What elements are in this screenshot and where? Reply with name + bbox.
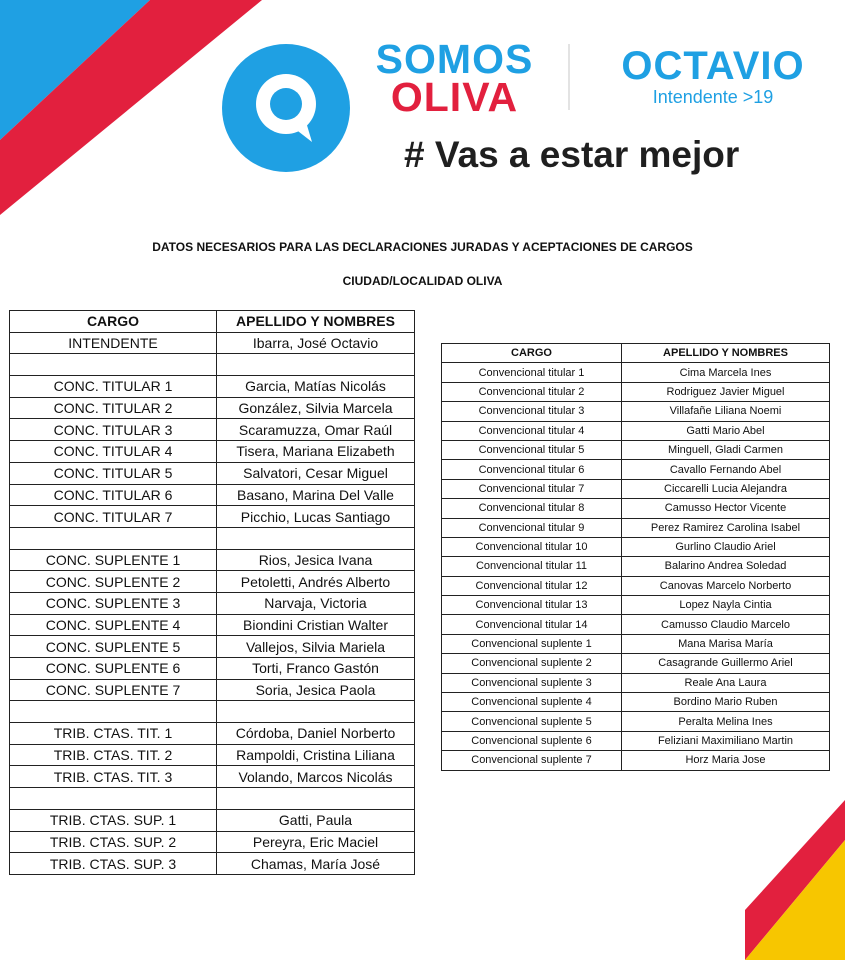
cell-cargo: Convencional titular 14 bbox=[442, 615, 622, 634]
cell-cargo: CONC. TITULAR 1 bbox=[10, 376, 217, 398]
cell-nombre: Camusso Hector Vicente bbox=[622, 499, 830, 518]
cell-cargo: Convencional titular 10 bbox=[442, 537, 622, 556]
cell-cargo: CONC. TITULAR 5 bbox=[10, 462, 217, 484]
cell-cargo: Convencional suplente 3 bbox=[442, 673, 622, 692]
table-row bbox=[10, 831, 415, 853]
table-row bbox=[10, 679, 415, 701]
table-row bbox=[10, 788, 415, 810]
cell-cargo: CONC. SUPLENTE 2 bbox=[10, 571, 217, 593]
table-row bbox=[10, 419, 415, 441]
cell-nombre: Camusso Claudio Marcelo bbox=[622, 615, 830, 634]
table-row bbox=[10, 527, 415, 549]
cell-nombre: Pereyra, Eric Maciel bbox=[217, 831, 415, 853]
table-row bbox=[442, 402, 830, 421]
table-row bbox=[442, 460, 830, 479]
table-row bbox=[10, 462, 415, 484]
cell-cargo bbox=[10, 354, 217, 376]
cell-cargo: CONC. SUPLENTE 4 bbox=[10, 614, 217, 636]
table-row bbox=[10, 658, 415, 680]
cell-cargo: Convencional suplente 1 bbox=[442, 634, 622, 653]
table-row bbox=[442, 712, 830, 731]
cell-nombre: Casagrande Guillermo Ariel bbox=[622, 654, 830, 673]
cell-nombre: Balarino Andrea Soledad bbox=[622, 557, 830, 576]
cell-cargo: Convencional suplente 7 bbox=[442, 751, 622, 770]
table-row bbox=[10, 549, 415, 571]
cell-cargo: Convencional titular 5 bbox=[442, 440, 622, 459]
table-row bbox=[10, 441, 415, 463]
candidates-table-body bbox=[10, 332, 415, 874]
document-subtitle: CIUDAD/LOCALIDAD OLIVA bbox=[342, 274, 503, 288]
brand-somos-line2: OLIVA bbox=[390, 74, 519, 120]
table-row bbox=[10, 397, 415, 419]
table-row bbox=[442, 731, 830, 750]
cell-cargo: Convencional titular 1 bbox=[442, 363, 622, 382]
table-row bbox=[442, 518, 830, 537]
cell-nombre: Biondini Cristian Walter bbox=[217, 614, 415, 636]
cell-nombre: Gatti, Paula bbox=[217, 809, 415, 831]
convencionales-table bbox=[441, 343, 830, 771]
cell-nombre: Cima Marcela Ines bbox=[622, 363, 830, 382]
cell-nombre: Rios, Jesica Ivana bbox=[217, 549, 415, 571]
cell-cargo: TRIB. CTAS. TIT. 2 bbox=[10, 744, 217, 766]
cell-cargo bbox=[10, 701, 217, 723]
cell-cargo: CONC. TITULAR 6 bbox=[10, 484, 217, 506]
cell-nombre: Gatti Mario Abel bbox=[622, 421, 830, 440]
table-row bbox=[10, 506, 415, 528]
cell-nombre: Soria, Jesica Paola bbox=[217, 679, 415, 701]
column-header-nombres: APELLIDO Y NOMBRES bbox=[622, 344, 830, 363]
cell-cargo: CONC. TITULAR 3 bbox=[10, 419, 217, 441]
cell-cargo: Convencional suplente 4 bbox=[442, 693, 622, 712]
cell-nombre bbox=[217, 354, 415, 376]
cell-nombre bbox=[217, 788, 415, 810]
table-row bbox=[10, 484, 415, 506]
table-row bbox=[10, 376, 415, 398]
cell-cargo: TRIB. CTAS. SUP. 3 bbox=[10, 853, 217, 875]
table-row bbox=[442, 382, 830, 401]
column-header-cargo: CARGO bbox=[442, 344, 622, 363]
cell-nombre: Volando, Marcos Nicolás bbox=[217, 766, 415, 788]
document-title: DATOS NECESARIOS PARA LAS DECLARACIONES JURADAS Y ACEPTACIONES DE CARGOS bbox=[152, 240, 693, 254]
column-header-cargo: CARGO bbox=[10, 311, 217, 333]
brand-octavio bbox=[608, 44, 818, 106]
table-row bbox=[10, 571, 415, 593]
table-row bbox=[10, 723, 415, 745]
cell-cargo: Convencional suplente 2 bbox=[442, 654, 622, 673]
cell-nombre bbox=[217, 701, 415, 723]
convencionales-table-body bbox=[442, 363, 830, 770]
table-row bbox=[442, 693, 830, 712]
cell-cargo: CONC. SUPLENTE 5 bbox=[10, 636, 217, 658]
cell-cargo: Convencional titular 8 bbox=[442, 499, 622, 518]
cell-cargo: Convencional suplente 6 bbox=[442, 731, 622, 750]
cell-cargo: Convencional titular 6 bbox=[442, 460, 622, 479]
cell-cargo: TRIB. CTAS. SUP. 2 bbox=[10, 831, 217, 853]
cell-cargo: Convencional titular 9 bbox=[442, 518, 622, 537]
cell-nombre: Rodriguez Javier Miguel bbox=[622, 382, 830, 401]
cell-nombre: González, Silvia Marcela bbox=[217, 397, 415, 419]
brand-somos-oliva bbox=[372, 36, 537, 120]
cell-cargo: TRIB. CTAS. TIT. 3 bbox=[10, 766, 217, 788]
chat-bubble-icon bbox=[222, 44, 350, 172]
cell-nombre: Gurlino Claudio Ariel bbox=[622, 537, 830, 556]
campaign-hashtag: # Vas a estar mejor bbox=[404, 134, 740, 175]
table-row bbox=[442, 751, 830, 770]
cell-cargo: Convencional suplente 5 bbox=[442, 712, 622, 731]
cell-cargo: CONC. SUPLENTE 6 bbox=[10, 658, 217, 680]
brand-divider bbox=[568, 44, 570, 110]
cell-nombre: Horz Maria Jose bbox=[622, 751, 830, 770]
cell-cargo: CONC. TITULAR 2 bbox=[10, 397, 217, 419]
table-row bbox=[442, 557, 830, 576]
table-row bbox=[10, 332, 415, 354]
cell-nombre: Scaramuzza, Omar Raúl bbox=[217, 419, 415, 441]
cell-cargo: CONC. SUPLENTE 3 bbox=[10, 592, 217, 614]
table-header-row bbox=[10, 311, 415, 333]
cell-cargo: Convencional titular 12 bbox=[442, 576, 622, 595]
cell-nombre: Torti, Franco Gastón bbox=[217, 658, 415, 680]
cell-nombre: Canovas Marcelo Norberto bbox=[622, 576, 830, 595]
cell-nombre: Lopez Nayla Cintia bbox=[622, 596, 830, 615]
table-row bbox=[442, 673, 830, 692]
table-row bbox=[442, 479, 830, 498]
cell-nombre: Chamas, María José bbox=[217, 853, 415, 875]
cell-nombre: Vallejos, Silvia Mariela bbox=[217, 636, 415, 658]
table-row bbox=[10, 809, 415, 831]
table-row bbox=[10, 636, 415, 658]
cell-cargo bbox=[10, 527, 217, 549]
table-row bbox=[442, 537, 830, 556]
column-header-nombres: APELLIDO Y NOMBRES bbox=[217, 311, 415, 333]
cell-nombre: Picchio, Lucas Santiago bbox=[217, 506, 415, 528]
cell-nombre: Perez Ramirez Carolina Isabel bbox=[622, 518, 830, 537]
cell-nombre: Narvaja, Victoria bbox=[217, 592, 415, 614]
cell-cargo: TRIB. CTAS. TIT. 1 bbox=[10, 723, 217, 745]
cell-nombre: Ciccarelli Lucia Alejandra bbox=[622, 479, 830, 498]
brand-name: OCTAVIO bbox=[621, 44, 805, 88]
cell-cargo: Convencional titular 3 bbox=[442, 402, 622, 421]
cell-nombre: Salvatori, Cesar Miguel bbox=[217, 462, 415, 484]
cell-nombre: Mana Marisa María bbox=[622, 634, 830, 653]
cell-cargo: Convencional titular 11 bbox=[442, 557, 622, 576]
cell-cargo: Convencional titular 2 bbox=[442, 382, 622, 401]
cell-cargo: Convencional titular 7 bbox=[442, 479, 622, 498]
table-row bbox=[442, 499, 830, 518]
cell-nombre: Bordino Mario Ruben bbox=[622, 693, 830, 712]
cell-cargo: CONC. SUPLENTE 7 bbox=[10, 679, 217, 701]
cell-nombre: Villafañe Liliana Noemi bbox=[622, 402, 830, 421]
table-row bbox=[10, 614, 415, 636]
cell-nombre: Córdoba, Daniel Norberto bbox=[217, 723, 415, 745]
cell-nombre bbox=[217, 527, 415, 549]
cell-cargo: INTENDENTE bbox=[10, 332, 217, 354]
cell-cargo bbox=[10, 788, 217, 810]
corner-stripes-bottom-right bbox=[745, 800, 845, 960]
table-row bbox=[442, 576, 830, 595]
table-row bbox=[10, 853, 415, 875]
cell-cargo: Convencional titular 4 bbox=[442, 421, 622, 440]
table-row bbox=[442, 440, 830, 459]
table-row bbox=[10, 744, 415, 766]
cell-cargo: CONC. TITULAR 4 bbox=[10, 441, 217, 463]
cell-nombre: Tisera, Mariana Elizabeth bbox=[217, 441, 415, 463]
table-row bbox=[442, 421, 830, 440]
cell-nombre: Petoletti, Andrés Alberto bbox=[217, 571, 415, 593]
table-row bbox=[442, 596, 830, 615]
candidates-table bbox=[9, 310, 415, 875]
cell-cargo: Convencional titular 13 bbox=[442, 596, 622, 615]
table-header-row bbox=[442, 344, 830, 363]
table-row bbox=[442, 615, 830, 634]
cell-nombre: Garcia, Matías Nicolás bbox=[217, 376, 415, 398]
cell-nombre: Reale Ana Laura bbox=[622, 673, 830, 692]
brand-subtitle: Intendente >19 bbox=[652, 87, 774, 107]
chat-bubble-logo bbox=[222, 44, 350, 172]
cell-nombre: Peralta Melina Ines bbox=[622, 712, 830, 731]
table-row bbox=[10, 766, 415, 788]
cell-nombre: Feliziani Maximiliano Martin bbox=[622, 731, 830, 750]
table-row bbox=[442, 654, 830, 673]
cell-nombre: Rampoldi, Cristina Liliana bbox=[217, 744, 415, 766]
table-row bbox=[10, 354, 415, 376]
table-row bbox=[10, 592, 415, 614]
table-row bbox=[10, 701, 415, 723]
cell-cargo: CONC. TITULAR 7 bbox=[10, 506, 217, 528]
table-row bbox=[442, 363, 830, 382]
brand-somos-line1: SOMOS bbox=[375, 36, 534, 82]
table-row bbox=[442, 634, 830, 653]
cell-cargo: TRIB. CTAS. SUP. 1 bbox=[10, 809, 217, 831]
cell-nombre: Minguell, Gladi Carmen bbox=[622, 440, 830, 459]
cell-nombre: Ibarra, José Octavio bbox=[217, 332, 415, 354]
cell-nombre: Cavallo Fernando Abel bbox=[622, 460, 830, 479]
cell-nombre: Basano, Marina Del Valle bbox=[217, 484, 415, 506]
cell-cargo: CONC. SUPLENTE 1 bbox=[10, 549, 217, 571]
